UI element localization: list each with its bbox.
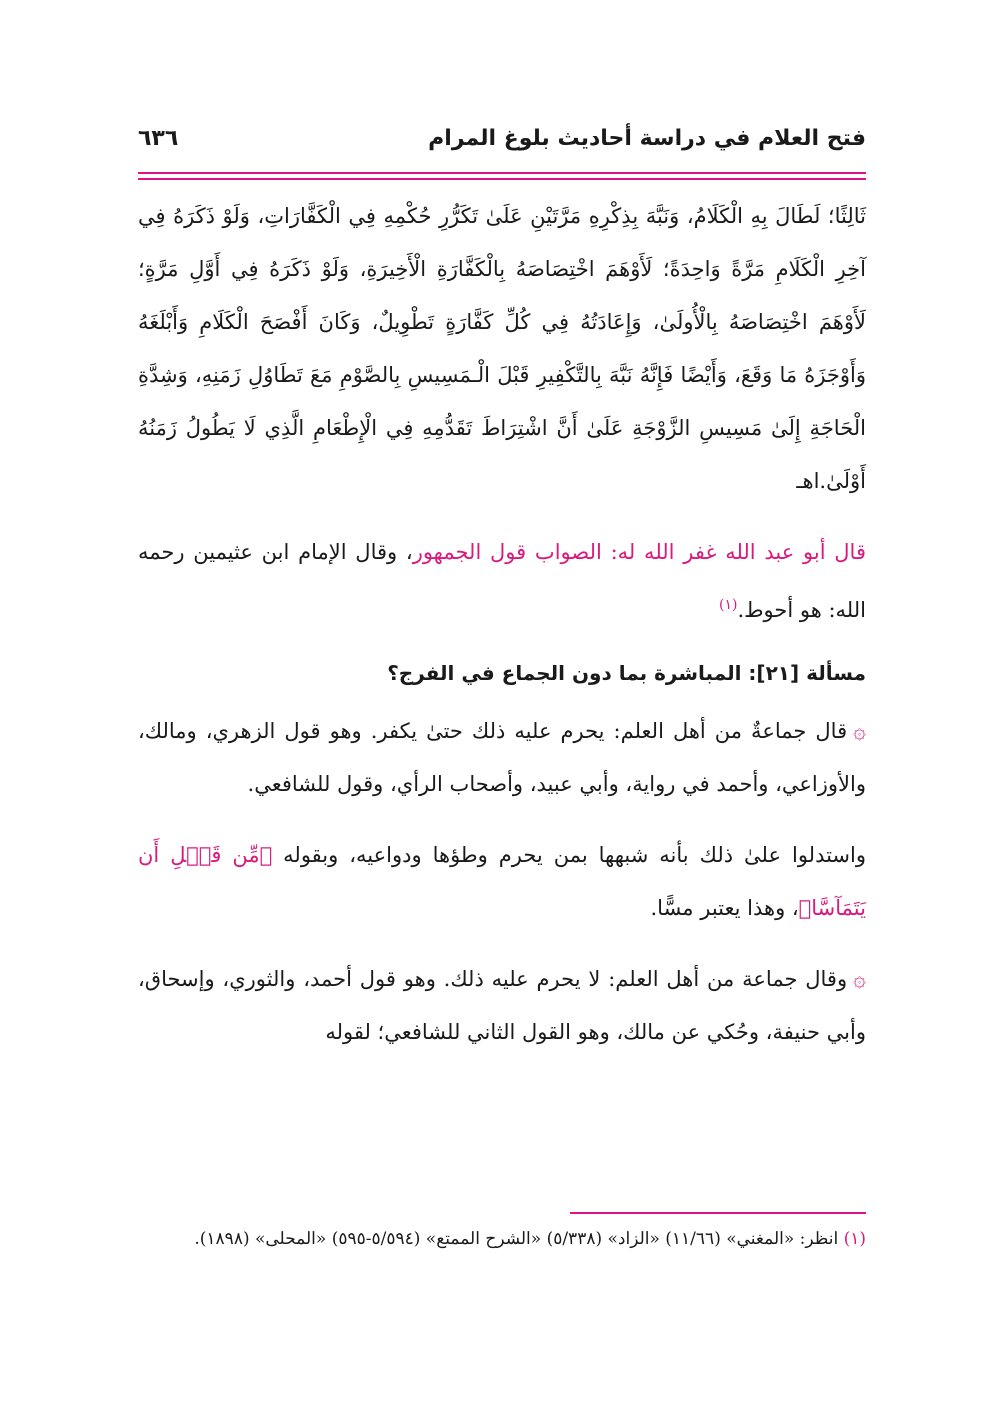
page-body <box>138 190 866 1059</box>
flower-icon: ۞ <box>853 719 866 744</box>
opinion-text-1: قال جماعةٌ من أهل العلم: يحرم عليه ذلك حتىٰ يكفر. وهو قول الزهري، ومالك، والأوزاعي، وأحمد في رواية، وأبي عبيد، وأصحاب الرأي، وقول للشافعي. <box>138 719 866 796</box>
header-rule-bottom <box>138 178 866 180</box>
evidence-text: واستدلوا علىٰ ذلك بأنه شبهها بمن يحرم وطؤها ودواعيه، وبقوله <box>283 843 867 867</box>
author-opinion-paragraph <box>138 526 866 637</box>
flower-icon: ۞ <box>853 967 866 992</box>
evidence-text-end: ، وهذا يعتبر مسًّا. <box>650 896 799 920</box>
page-number: ٦٣٦ <box>138 126 179 151</box>
opinion-paragraph-1 <box>138 705 866 811</box>
opinion-paragraph-2 <box>138 953 866 1059</box>
running-title: فتح العلام في دراسة أحاديث بلوغ المرام <box>428 126 866 151</box>
footnote <box>138 1222 866 1256</box>
footnote-rule <box>570 1212 866 1214</box>
evidence-paragraph <box>138 829 866 935</box>
author-opinion: قال أبو عبد الله غفر الله له: الصواب قول الجمهور <box>412 540 866 564</box>
quran-verse: ﴿مِّن قَبۡلِ أَن يَتَمَآسَّا﴾ <box>138 843 866 920</box>
section-heading: مسألة [٢١]: المباشرة بما دون الجماع في الفرج؟ <box>387 661 866 685</box>
footnote-text: انظر: «المغني» (١١/٦٦) «الزاد» (٥/٣٣٨) «الشرح الممتع» (٥/٥٩٤-٥٩٥) «المحلى» (١٨٩٨). <box>194 1229 839 1249</box>
footnote-number: (١) <box>843 1229 866 1249</box>
quote-paragraph: ثَالِثًا؛ لَطَالَ بِهِ الْكَلَامُ، وَنَبَّهَ بِذِكْرِهِ مَرَّتَيْنِ عَلَىٰ تَكَرُّرِ حُكْمِهِ فِي الْكَفَّارَاتِ، وَلَوْ ذَكَرَهُ فِي آخِرِ الْكَلَامِ مَرَّةً وَاحِدَةً؛ لَأَوْهَمَ اخْتِصَاصَهُ بِالْكَفَّارَةِ الْأَخِيرَةِ، وَلَوْ ذَكَرَهُ فِي أَوَّلِ مَرَّةٍ؛ لَأَوْهَمَ اخْتِصَاصَهُ بِالْأُولَىٰ، وَإِعَادَتُهُ فِي كُلِّ كَفَّارَةٍ تَطْوِيلٌ، وَكَانَ أَفْصَحَ الْكَلَامِ وَأَبْلَغَهُ وَأَوْجَزَهُ مَا وَقَعَ، وَأَيْضًا فَإِنَّهُ نَبَّهَ بِالتَّكْفِيرِ قَبْلَ الْـمَسِيسِ بِالصَّوْمِ مَعَ تَطَاوُلِ زَمَنِهِ، وَشِدَّةِ الْحَاجَةِ إِلَىٰ مَسِيسِ الزَّوْجَةِ عَلَىٰ أَنَّ اشْتِرَاطَ تَقَدُّمِهِ فِي الْإِطْعَامِ الَّذِي لَا يَطُولُ زَمَنُهُ أَوْلَىٰ.اهـ <box>138 204 866 493</box>
header-rule-top <box>138 172 866 174</box>
page-header <box>138 120 866 172</box>
author-opinion-rest: ، وقال الإمام ابن عثيمين رحمه الله: هو أحوط. <box>138 540 866 622</box>
opinion-text-2: وقال جماعة من أهل العلم: لا يحرم عليه ذلك. وهو قول أحمد، والثوري، وإسحاق، وأبي حنيفة، وحُكي عن مالك، وهو القول الثاني للشافعي؛ لقوله <box>138 967 866 1044</box>
footnote-marker[interactable]: (١) <box>718 597 738 613</box>
